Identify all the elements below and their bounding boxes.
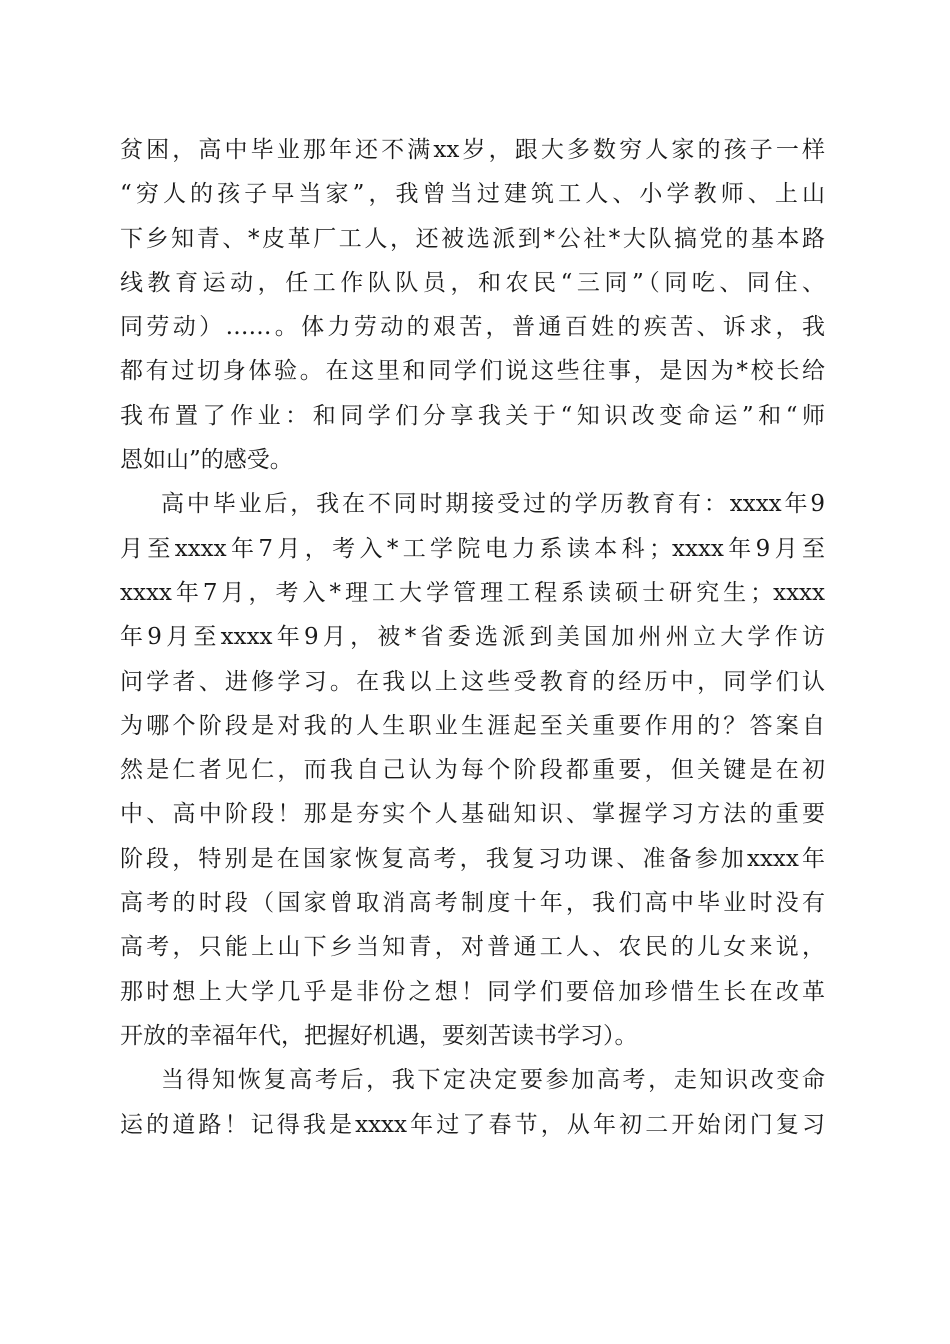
text-line: 那时想上大学几乎是非份之想！同学们要倍加珍惜生长在改革 [120,978,825,1005]
paragraph-3 [120,1058,825,1147]
text-line: 当得知恢复高考后，我下定决定要参加高考，走知识改变命 [161,1067,825,1094]
paragraph-1 [120,128,825,482]
text-line: 中、高中阶段！那是夯实个人基础知识、掌握学习方法的重要 [120,801,825,828]
text-line: 都有过切身体验。在这里和同学们说这些往事，是因为*校长给 [120,358,825,385]
text-line: 为哪个阶段是对我的人生职业生涯起至关重要作用的？答案自 [120,712,825,739]
text-line: 高中毕业后，我在不同时期接受过的学历教育有：xxxx年9 [161,491,825,518]
text-line: 我布置了作业：和同学们分享我关于“知识改变命运”和“师 [120,402,825,429]
text-line: 高考的时段（国家曾取消高考制度十年，我们高中毕业时没有 [120,890,825,917]
text-line: 线教育运动，任工作队队员，和农民“三同”（同吃、同住、 [120,269,825,296]
text-line: 月至xxxx年7月，考入*工学院电力系读本科；xxxx年9月至 [120,535,825,562]
text-line: 高考，只能上山下乡当知青，对普通工人、农民的儿女来说， [120,934,825,961]
text-line: 开放的幸福年代，把握好机遇，要刻苦读书学习）。 [120,1022,638,1049]
text-line: “穷人的孩子早当家”，我曾当过建筑工人、小学教师、上山 [120,181,825,208]
text-line: 恩如山”的感受。 [120,447,293,474]
document-page [120,128,825,1147]
text-line: 阶段，特别是在国家恢复高考，我复习功课、准备参加xxxx年 [120,845,825,872]
text-line: 贫困，高中毕业那年还不满xx岁，跟大多数穷人家的孩子一样 [120,137,825,163]
text-line: 然是仁者见仁，而我自己认为每个阶段都重要，但关键是在初 [120,757,825,784]
text-line: xxxx年7月，考入*理工大学管理工程系读硕士研究生；xxxx [120,579,825,606]
text-line: 下乡知青、*皮革厂工人，还被选派到*公社*大队搞党的基本路 [120,225,825,252]
paragraph-2 [120,482,825,1058]
text-line: 运的道路！记得我是xxxx年过了春节，从年初二开始闭门复习 [120,1111,825,1138]
text-line: 同劳动）……。体力劳动的艰苦，普通百姓的疾苦、诉求，我 [120,314,825,341]
text-line: 问学者、进修学习。在我以上这些受教育的经历中，同学们认 [120,668,825,695]
text-line: 年9月至xxxx年9月，被*省委选派到美国加州州立大学作访 [120,624,825,651]
